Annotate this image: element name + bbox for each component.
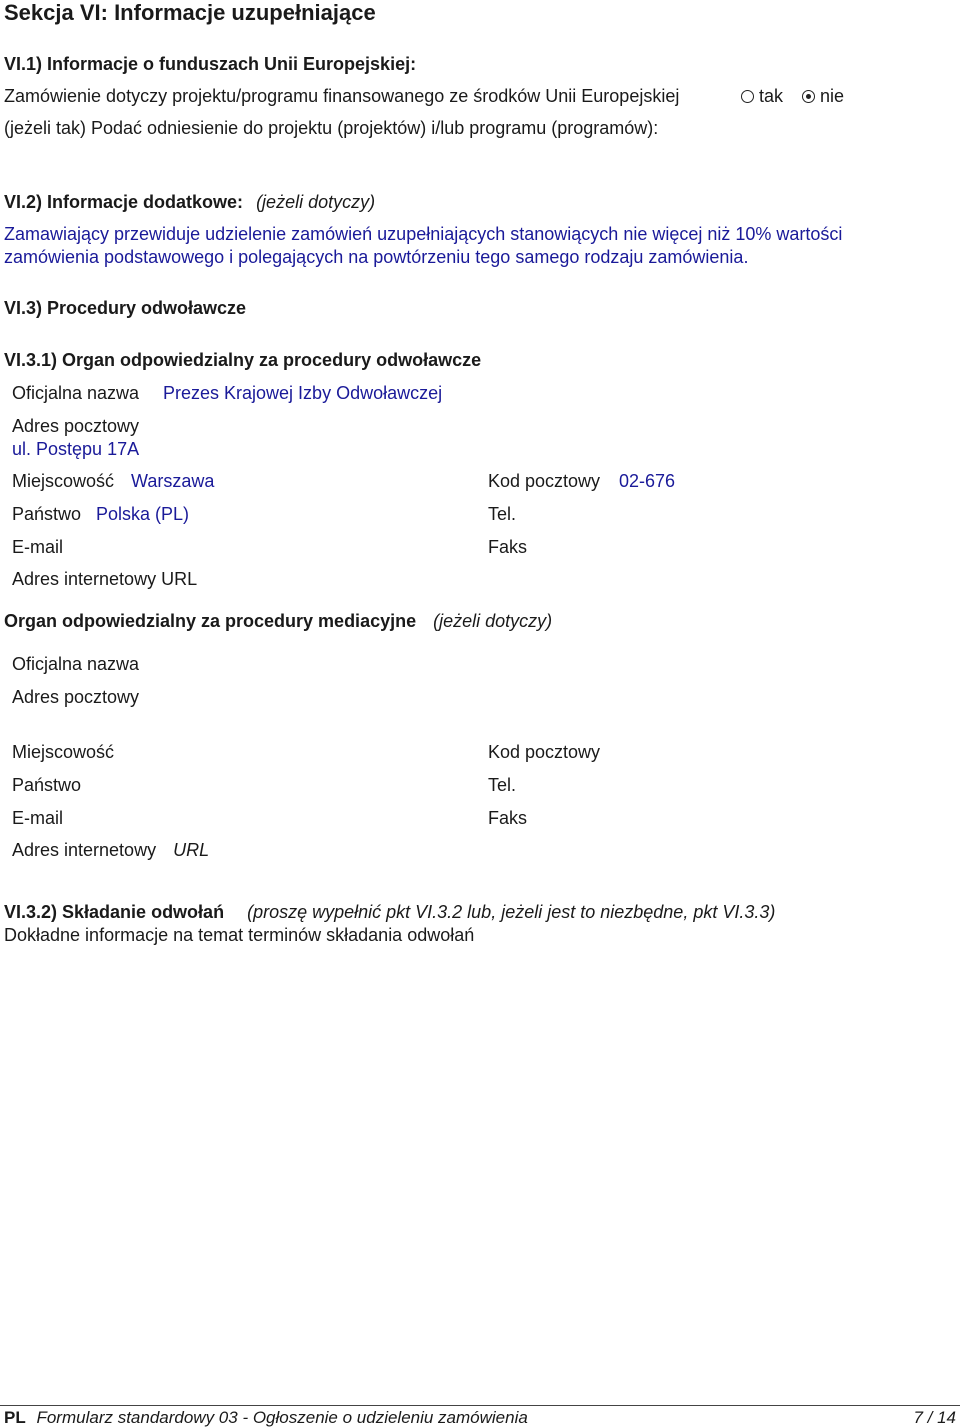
footer-lang: PL [4, 1408, 26, 1427]
mediation-fax-label: Faks [488, 808, 528, 828]
eu-project-reference-label: (jeżeli tak) Podać odniesienie do projektu (projektów) i/lub programu (programów): [4, 118, 659, 138]
radio-yes[interactable] [741, 86, 788, 106]
footer-page-number: 7 / 14 [913, 1408, 956, 1427]
review-url-label: Adres internetowy URL [12, 569, 198, 589]
vi2-note: (jeżeli dotyczy) [256, 192, 376, 212]
review-country-label: Państwo [12, 504, 82, 524]
mediation-url-label: Adres internetowy [12, 840, 157, 860]
radio-no-label: nie [820, 86, 845, 106]
radio-yes-label: tak [759, 86, 784, 106]
review-fax-label: Faks [488, 537, 528, 557]
additional-info-line-1: Zamawiający przewiduje udzielenie zamówień uzupełniających stanowiących nie więcej niż 10% wartości [4, 224, 843, 244]
vi32-text: Dokładne informacje na temat terminów składania odwołań [4, 925, 475, 945]
mediation-country-label: Państwo [12, 775, 82, 795]
review-official-name-value: Prezes Krajowej Izby Odwoławczej [163, 383, 443, 403]
vi1-heading: VI.1) Informacje o funduszach Unii Europejskiej: [4, 54, 417, 74]
vi32-note: (proszę wypełnić pkt VI.3.2 lub, jeżeli jest to niezbędne, pkt VI.3.3) [247, 902, 776, 922]
footer-form-name: Formularz standardowy 03 - Ogłoszenie o udzieleniu zamówienia [36, 1408, 528, 1427]
mediation-note: (jeżeli dotyczy) [433, 611, 553, 631]
radio-no-checked-circle-icon [802, 90, 815, 103]
footer-left [4, 1408, 528, 1428]
mediation-url-line [12, 840, 209, 862]
vi2-heading: VI.2) Informacje dodatkowe: [4, 192, 244, 212]
review-postcode-value: 02-676 [619, 471, 676, 491]
vi3-heading: VI.3) Procedury odwoławcze [4, 298, 247, 318]
mediation-url-suffix: URL [173, 840, 210, 860]
mediation-heading-line [4, 611, 552, 633]
radio-yes-circle-icon [741, 90, 754, 103]
review-postcode-label: Kod pocztowy [488, 471, 601, 491]
radio-no[interactable] [802, 86, 844, 106]
review-address-label: Adres pocztowy [12, 416, 140, 436]
review-address-value: ul. Postępu 17A [12, 439, 140, 459]
section-title: Sekcja VI: Informacje uzupełniające [4, 0, 376, 25]
eu-funds-question: Zamówienie dotyczy projektu/programu finansowanego ze środków Unii Europejskiej [4, 86, 680, 106]
mediation-email-label: E-mail [12, 808, 64, 828]
review-city-label: Miejscowość [12, 471, 115, 491]
mediation-city-label: Miejscowość [12, 742, 115, 762]
mediation-official-name-label: Oficjalna nazwa [12, 654, 140, 674]
vi2-heading-line [4, 192, 375, 214]
vi32-heading-line [4, 902, 775, 924]
mediation-heading: Organ odpowiedzialny za procedury mediacyjne [4, 611, 417, 631]
review-official-name-label: Oficjalna nazwa [12, 383, 140, 403]
mediation-postcode-label: Kod pocztowy [488, 742, 601, 762]
eu-funds-options [741, 86, 844, 108]
vi31-heading: VI.3.1) Organ odpowiedzialny za procedury odwoławcze [4, 350, 482, 370]
mediation-address-label: Adres pocztowy [12, 687, 140, 707]
vi32-heading: VI.3.2) Składanie odwołań [4, 902, 225, 922]
review-email-label: E-mail [12, 537, 64, 557]
review-country-value: Polska (PL) [96, 504, 190, 524]
review-tel-label: Tel. [488, 504, 517, 524]
footer-divider [0, 1405, 960, 1406]
mediation-tel-label: Tel. [488, 775, 517, 795]
review-city-value: Warszawa [131, 471, 215, 491]
additional-info-line-2: zamówienia podstawowego i polegających na powtórzeniu tego samego rodzaju zamówienia. [4, 247, 749, 267]
